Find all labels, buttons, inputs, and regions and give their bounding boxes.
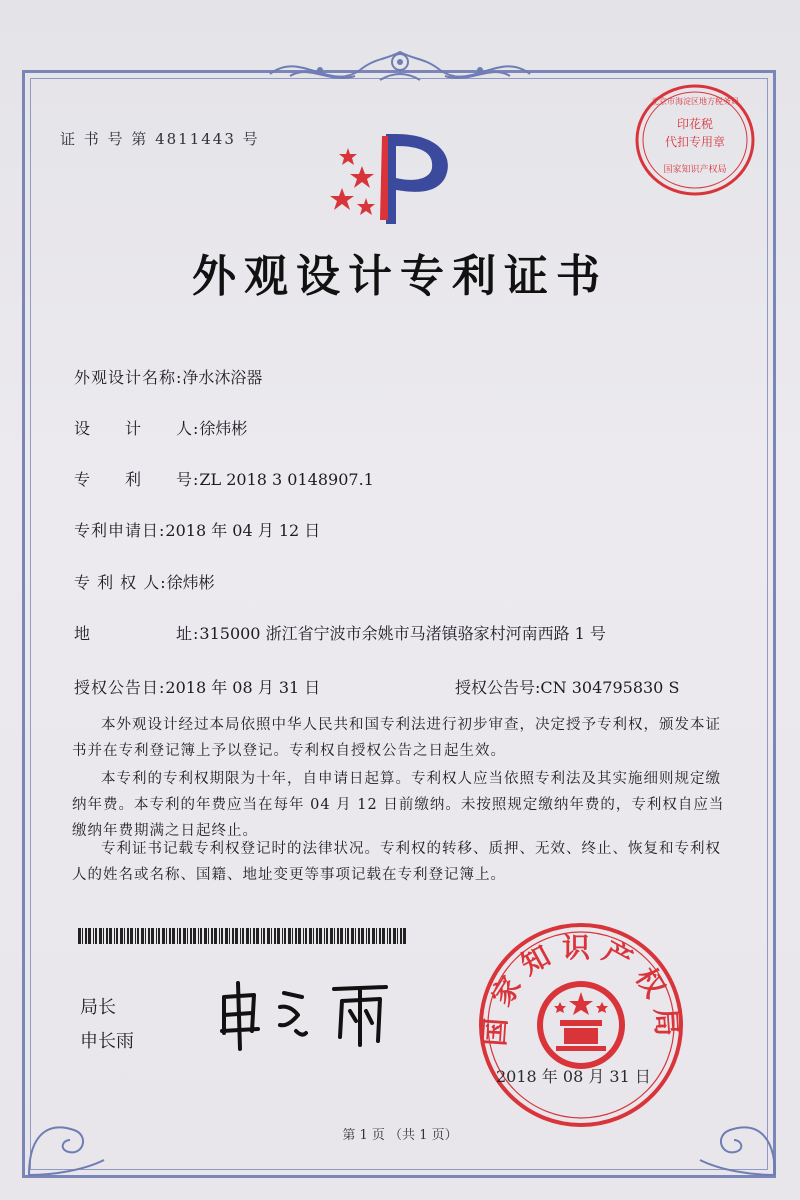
field-address: [74, 621, 606, 644]
certificate-title: 外观设计专利证书: [192, 251, 608, 302]
stamp-bottom: 国家知识产权局: [663, 165, 727, 175]
barcode-icon: [78, 928, 408, 944]
director-name: 申长雨: [80, 1031, 134, 1052]
seal-date: 2018 年 08 月 31 日: [496, 1067, 651, 1086]
certificate-number: 证 书 号 第 4811443 号: [60, 130, 260, 148]
field-value: 徐炜彬: [166, 573, 215, 592]
cnipa-seal-icon: [476, 920, 686, 1130]
field-value: 2018 年 04 月 12 日: [165, 521, 321, 540]
field-value: 净水沐浴器: [182, 368, 263, 387]
field-filing-date: [74, 518, 320, 541]
field-value: 315000 浙江省宁波市余姚市马渚镇骆家村河南西路 1 号: [199, 624, 606, 643]
field-patent-number: [74, 467, 374, 490]
seal-ring-text: 国家知识产权局: [477, 930, 685, 1048]
field-designer: [74, 416, 247, 439]
field-value: 徐炜彬: [199, 419, 248, 438]
stamp-line2: 代扣专用章: [664, 135, 726, 149]
field-label: 授权公告号:: [455, 678, 541, 697]
paragraph-grant: 本外观设计经过本局依照中华人民共和国专利法进行初步审查，决定授予专利权，颁发本证书并在专利登记簿上予以登记。专利权自授权公告之日起生效。: [72, 717, 721, 759]
paragraph-legal-status: 专利证书记载专利权登记时的法律状况。专利权的转移、质押、无效、终止、恢复和专利权人的姓名或名称、国籍、地址变更等事项记载在专利登记簿上。: [72, 841, 721, 883]
top-ornament-icon: [260, 40, 540, 100]
field-label: 授权公告日:: [74, 678, 166, 697]
field-label: 设 计 人:: [74, 419, 200, 438]
page-number: 第 1 页 （共 1 页）: [342, 1128, 458, 1143]
field-value: CN 304795830 S: [540, 678, 680, 697]
tax-stamp-icon: [630, 80, 760, 200]
field-value: ZL 2018 3 0148907.1: [199, 470, 374, 489]
field-label: 地 址:: [74, 624, 200, 643]
field-design-name: [74, 365, 262, 388]
field-label: 专利申请日:: [74, 521, 166, 540]
field-grant-number: [455, 675, 679, 698]
field-label: 专 利 权 人:: [74, 573, 167, 592]
stamp-line1: 印花税: [676, 117, 714, 131]
field-patentee: [74, 570, 215, 593]
field-label: 外观设计名称:: [74, 368, 183, 387]
director-title: 局长: [80, 997, 116, 1018]
field-grant-date: [74, 675, 320, 698]
cnipa-logo-icon: [330, 128, 460, 228]
paragraph-term: 本专利的专利权期限为十年，自申请日起算。专利权人应当依照专利法及其实施细则规定缴纳年费。本专利的年费应当在每年 04 月 12 日前缴纳。未按照规定缴纳年费的，专利权自应当缴纳年费期满之日起终止。: [72, 771, 725, 839]
director-signature-icon: [210, 975, 410, 1055]
field-value: 2018 年 08 月 31 日: [165, 678, 321, 697]
field-label: 专 利 号:: [74, 470, 200, 489]
stamp-ring-text: 北京市海淀区地方税务局: [651, 97, 739, 106]
